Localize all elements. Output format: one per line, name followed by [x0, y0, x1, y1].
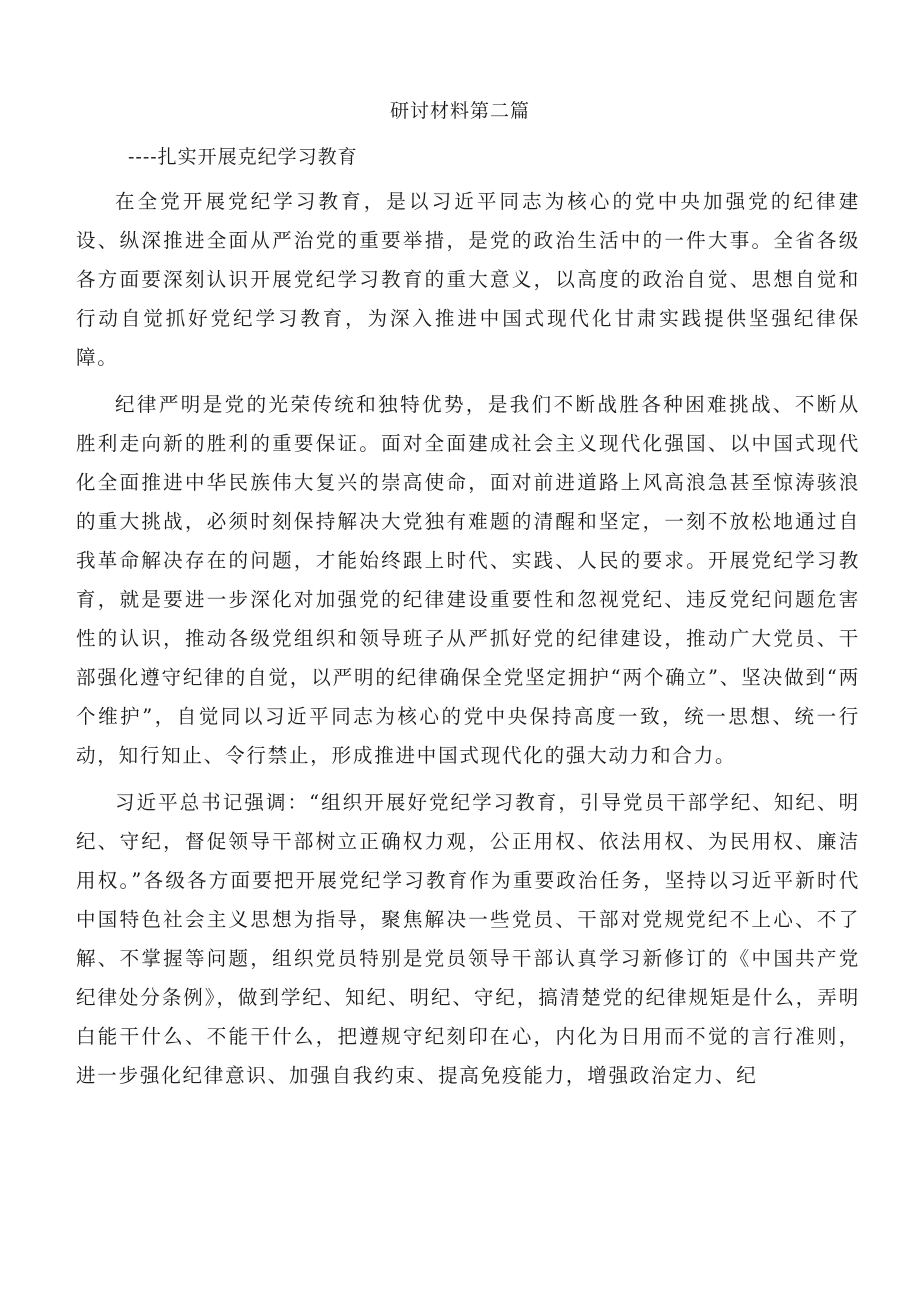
paragraph-2: 纪律严明是党的光荣传统和独特优势，是我们不断战胜各种困难挑战、不断从胜利走向新的胜利的重要保证。面对全面建成社会主义现代化强国、以中国式现代化全面推进中华民族伟大复兴的崇高使命，面对前进道路上风高浪急甚至惊涛骇浪的重大挑战，必须时刻保持解决大党独有难题的清醒和坚定，一刻不放松地通过自我革命解决存在的问题，才能始终跟上时代、实践、人民的要求。开展党纪学习教育，就是要进一步深化对加强党的纪律建设重要性和忽视党纪、违反党纪问题危害性的认识，推动各级党组织和领导班子从严抓好党的纪律建设，推动广大党员、干部强化遵守纪律的自觉，以严明的纪律确保全党坚定拥护“两个确立”、坚决做到“两个维护”，自觉同以习近平同志为核心的党中央保持高度一致，统一思想、统一行动，知行知止、令行禁止，形成推进中国式现代化的强大动力和合力。 [76, 393, 860, 767]
document-body [76, 182, 860, 1103]
paragraph-1: 在全党开展党纪学习教育，是以习近平同志为核心的党中央加强党的纪律建设、纵深推进全面从严治党的重要举措，是党的政治生活中的一件大事。全省各级各方面要深刻认识开展党纪学习教育的重大意义，以高度的政治自觉、思想自觉和行动自觉抓好党纪学习教育，为深入推进中国式现代化甘肃实践提供坚强纪律保障。 [76, 190, 860, 369]
paragraph-3: 习近平总书记强调：“组织开展好党纪学习教育，引导党员干部学纪、知纪、明纪、守纪，督促领导干部树立正确权力观，公正用权、依法用权、为民用权、廉洁用权。”各级各方面要把开展党纪学习教育作为重要政治任务，坚持以习近平新时代中国特色社会主义思想为指导，聚焦解决一些党员、干部对党规党纪不上心、不了解、不掌握等问题，组织党员特别是党员领导干部认真学习新修订的《中国共产党纪律处分条例》，做到学纪、知纪、明纪、守纪，搞清楚党的纪律规矩是什么，弄明白能干什么、不能干什么，把遵规守纪刻印在心，内化为日用而不觉的言行准则，进一步强化纪律意识、加强自我约束、提高免疫能力，增强政治定力、纪 [76, 791, 860, 1087]
document-subtitle: ----扎实开展克纪学习教育 [128, 146, 358, 168]
document-title: 研讨材料第二篇 [389, 100, 530, 122]
